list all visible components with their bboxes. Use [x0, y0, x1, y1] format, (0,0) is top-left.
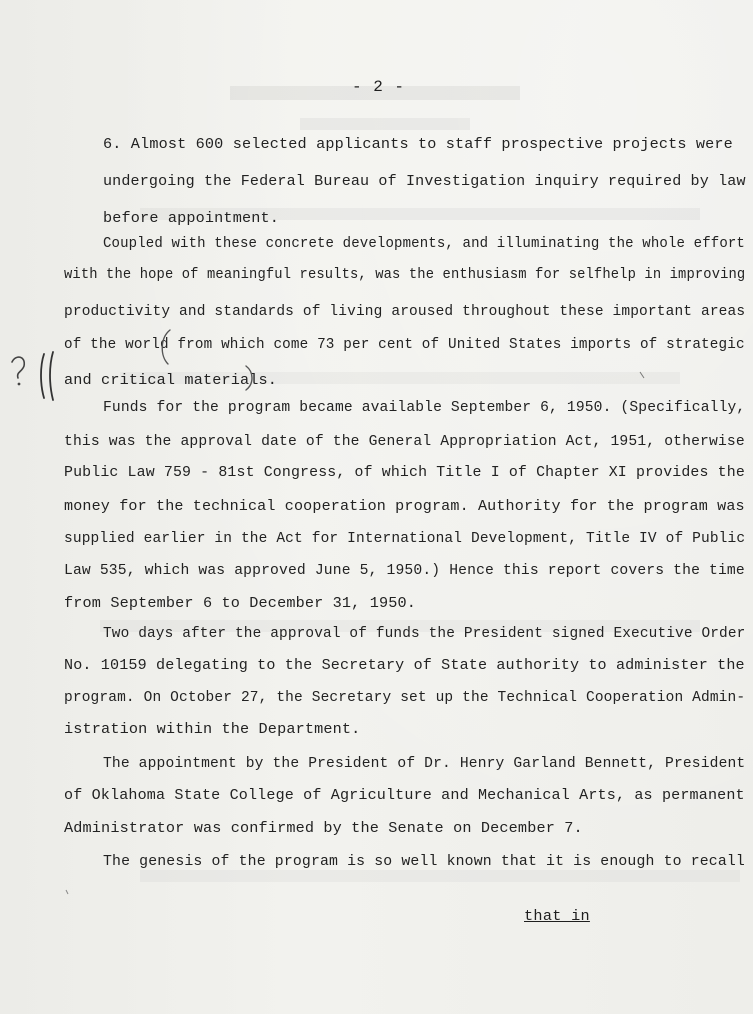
text-line: The genesis of the program is so well known that it is enough to recall — [103, 852, 745, 870]
text-line: money for the technical cooperation program. Authority for the program was — [64, 497, 745, 515]
text-line: before appointment. — [103, 209, 280, 227]
text-line: of Oklahoma State College of Agriculture and Mechanical Arts, as permanent — [64, 786, 745, 804]
text-line: No. 10159 delegating to the Secretary of State authority to administer the — [64, 656, 745, 674]
text-line: supplied earlier in the Act for International Development, Title IV of Public — [64, 529, 746, 547]
bleed-through-mark — [140, 870, 740, 882]
bleed-through-mark — [300, 118, 470, 130]
text-line: Two days after the approval of funds the President signed Executive Order — [103, 624, 746, 642]
text-line: istration within the Department. — [64, 720, 361, 738]
catchword: that in — [524, 907, 590, 925]
text-line: this was the approval date of the General Appropriation Act, 1951, otherwise — [64, 432, 745, 450]
text-line: 6. Almost 600 selected applicants to staff prospective projects were — [103, 135, 733, 153]
text-line: The appointment by the President of Dr. Henry Garland Bennett, President — [103, 754, 746, 772]
text-line: Funds for the program became available September 6, 1950. (Specifically, — [103, 398, 746, 416]
text-line: of the world from which come 73 per cent of United States imports of strategic — [64, 335, 745, 353]
text-line: and critical materials. — [64, 371, 278, 389]
text-line: Law 535, which was approved June 5, 1950.) Hence this report covers the time — [64, 561, 745, 579]
text-line: Public Law 759 - 81st Congress, of which Title I of Chapter XI provides the — [64, 463, 745, 481]
text-line: Administrator was confirmed by the Senate on December 7. — [64, 819, 583, 837]
text-line: productivity and standards of living aroused throughout these important areas — [64, 302, 746, 320]
text-line: undergoing the Federal Bureau of Investigation inquiry required by law — [103, 172, 746, 190]
page-number: - 2 - — [352, 78, 406, 96]
text-line: Coupled with these concrete developments, and illuminating the whole effort — [103, 234, 746, 252]
text-line: with the hope of meaningful results, was the enthusiasm for selfhelp in improving — [64, 265, 746, 283]
text-line: program. On October 27, the Secretary set up the Technical Cooperation Admin- — [64, 688, 746, 706]
text-line: from September 6 to December 31, 1950. — [64, 594, 417, 612]
